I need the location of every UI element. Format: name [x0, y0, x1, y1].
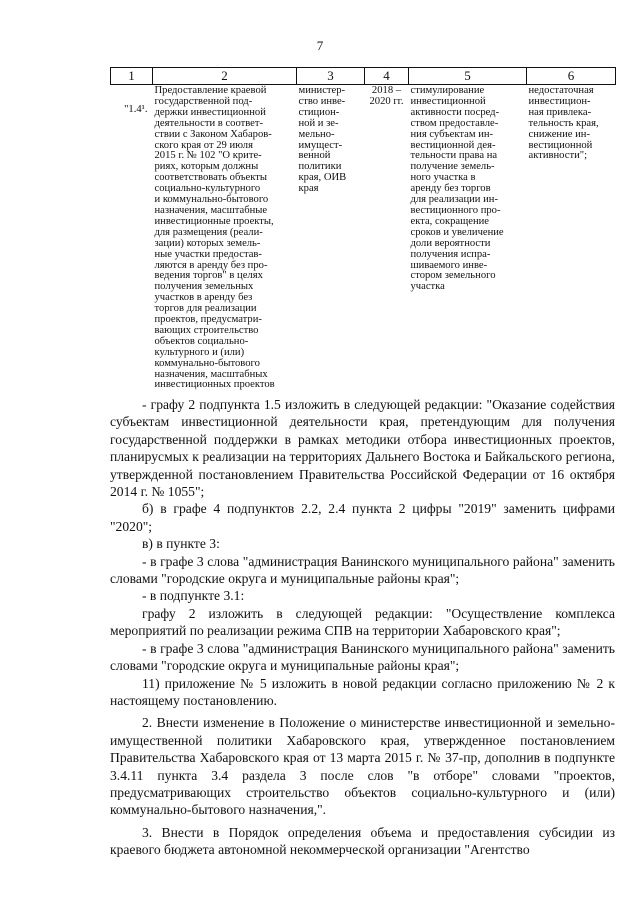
- cell-measure-name: Предоставление краевой государственной под- держки инвестиционной деятельности в соответ- ствии с Законом Хабаров- ского края от 29 июля 2015 г. № 102 "О крите- риях, которым должны соответствовать объекты социально-культурного и коммунально-бытового назначения, масштабные инвестиционные проекты, для размещения (реали- зации) которых земель- ные участки предостав- ляются в аренду без про- ведения торгов" в целях получения земельных участков в аренду без торгов для реализации проектов, предусматри- вающих строительство объектов социально- культурного и (или) коммунально-бытового назначения, масштабных инвестиционных проектов: [154, 85, 275, 391]
- row-number-cell: [111, 85, 153, 392]
- document-body: [110, 396, 615, 859]
- page-number: 7: [316, 38, 324, 53]
- paragraph-item: - в графе 3 слова "администрация Ванинского муниципального района" заменить словами "городские округа и муниципальные районы края";: [110, 553, 615, 587]
- paragraph-item: графу 2 изложить в следующей редакции: "Осуществление комплекса мероприятий по реализации режима СПВ на территории Хабаровского края";: [110, 605, 615, 639]
- table-header-col-3: 3: [297, 68, 365, 85]
- table-row: [111, 85, 616, 392]
- paragraph-item: б) в графе 4 подпунктов 2.2, 2.4 пункта 2 цифры "2019" заменить цифрами "2020";: [110, 501, 615, 534]
- paragraph-item: 2. Внести изменение в Положение о министерстве инвестиционной и земельно-имущественной политики Хабаровского края, утвержденное постановлением Правительства Хабаровского края от 13 марта 2015 г. № 37-пр, дополнив в подпункте 3.4.11 пункта 3.4 раздела 3 после слов "в отборе" словами "проектов, предусматривающих строительство объектов социально-культурного и (или) коммунально-бытового назначения,".: [110, 715, 615, 818]
- table-header-col-5: 5: [409, 68, 527, 85]
- table-header-col-1: 1: [111, 68, 153, 85]
- cell-risks: недостаточная инвестицион- ная привлека- тельность края, снижение ин- вестиционной активности";: [528, 85, 599, 162]
- paragraph-item: 3. Внести в Порядок определения объема и предоставления субсидии из краевого бюджета автономной некоммерческой организации "Агентство: [110, 824, 615, 858]
- cell-responsible: министер- ство инве- стицион- ной и зе- мельно- имущест- венной политики края, ОИВ края: [298, 85, 347, 195]
- paragraph-item: 11) приложение № 5 изложить в новой редакции согласно приложению № 2 к настоящему постановлению.: [110, 675, 615, 708]
- table-header-col-2: 2: [153, 68, 297, 85]
- paragraph-item: - в подпункте 3.1:: [142, 588, 245, 604]
- cell-period: 2018 – 2020 гг.: [369, 85, 404, 107]
- paragraph-item: в) в пункте 3:: [142, 536, 220, 552]
- table-header-col-6: 6: [527, 68, 616, 85]
- paragraph-item: - в графе 3 слова "администрация Ванинского муниципального района" заменить словами "городские округа и муниципальные районы края";: [110, 640, 615, 674]
- table-header-row: [111, 68, 616, 85]
- paragraph-item: - графу 2 подпункта 1.5 изложить в следующей редакции: "Оказание содействия субъектам инвестиционной деятельности края, претендующим для получения государственной поддержки в рамках методики отбора инвестиционных проектов, планирусмых к реализации на территориях Дальнего Востока и Байкальского региона, утвержденной постановлением Правительства Российской Федерации от 16 октября 2014 г. № 1055";: [110, 397, 615, 500]
- table-header-col-4: 4: [365, 68, 409, 85]
- cell-expected-result: стимулирование инвестиционной активности посред- ством предоставле- ния субъектам ин- вестиционной дея- тельности права на получение земель- ного участка в аренду без торгов для реализации ин- вестиционного про- екта, сокращение сроков и увеличение доли вероятности получения испра- шиваемого инве- стором земельного участка: [410, 85, 504, 293]
- row-number: "1.4¹.: [124, 104, 148, 115]
- amendments-table: [110, 67, 616, 391]
